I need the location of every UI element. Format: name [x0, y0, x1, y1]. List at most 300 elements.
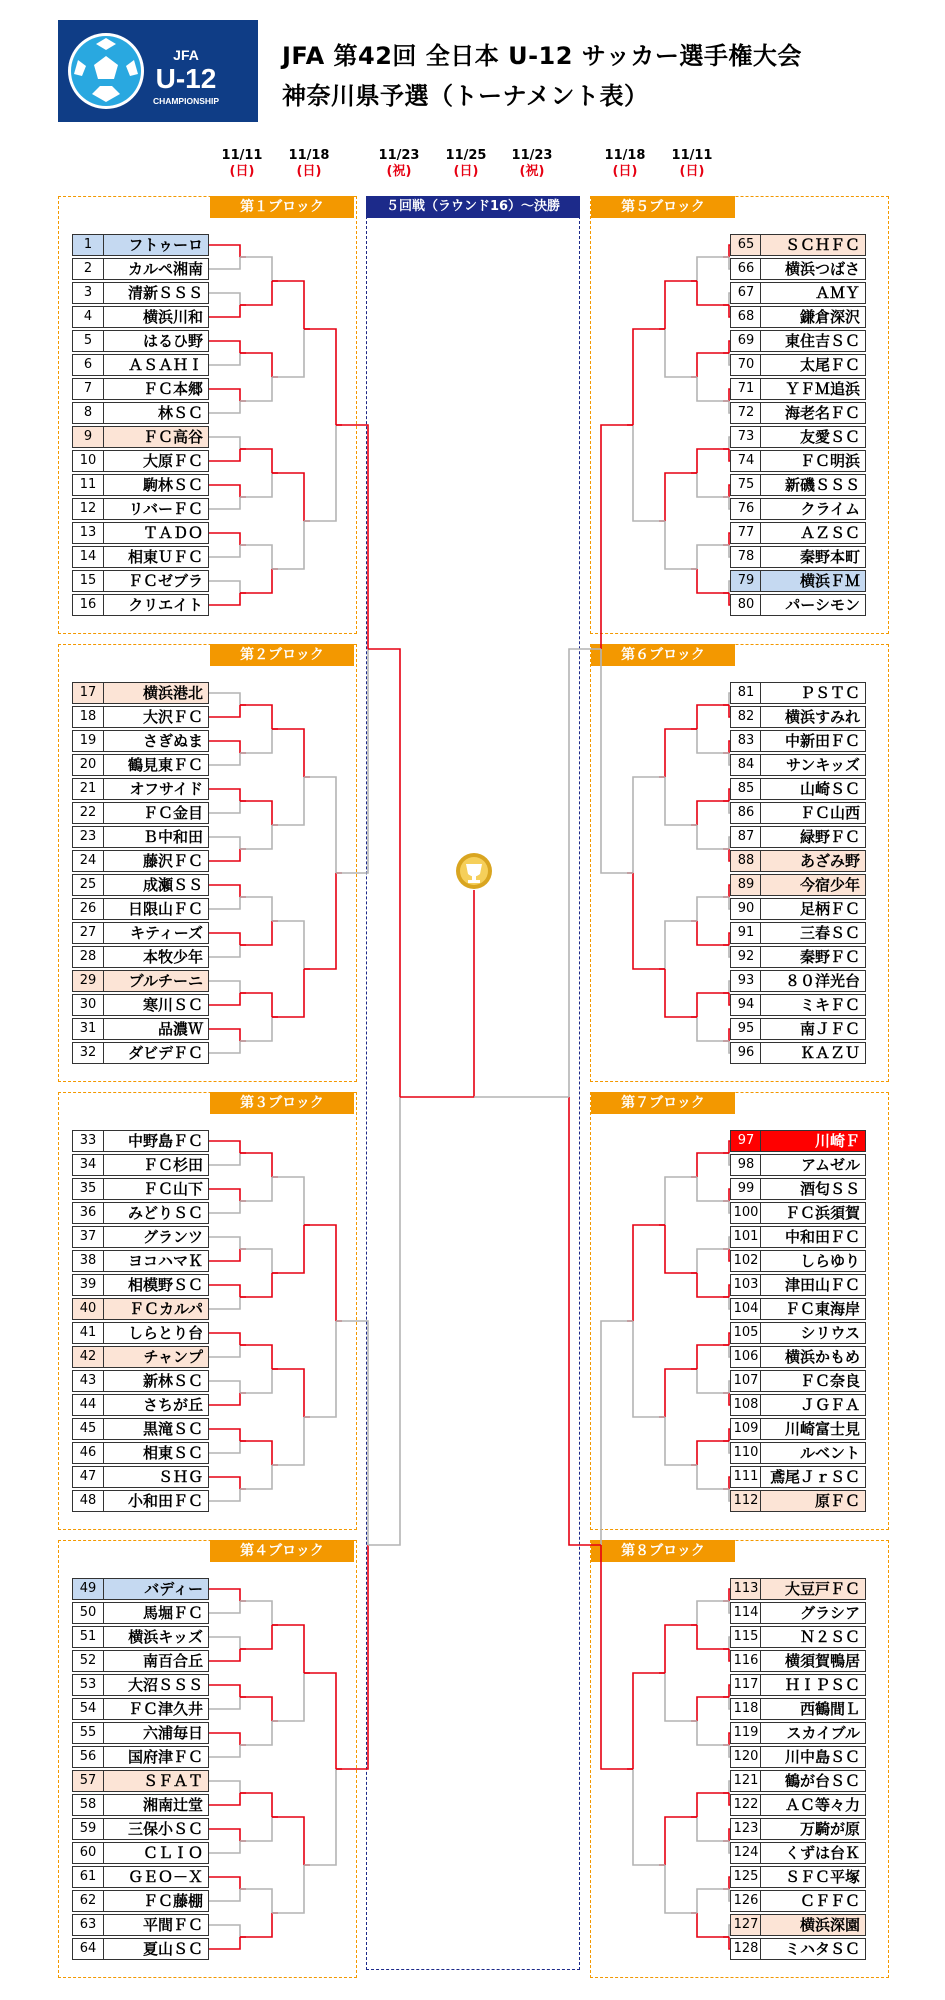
team-number: 16	[72, 594, 104, 616]
bracket-line	[336, 1321, 368, 1545]
bracket-line	[665, 777, 697, 825]
team-name: 大原ＦＣ	[103, 450, 209, 472]
team-name: 横浜深園	[760, 1914, 866, 1936]
block-title: 第４ブロック	[210, 1540, 354, 1562]
team-number: 119	[730, 1722, 762, 1744]
bracket-line	[209, 1829, 240, 1841]
bracket-line	[569, 1097, 601, 1545]
team-number: 90	[730, 898, 762, 920]
weekday-text: (日)	[679, 164, 705, 179]
bracket-line	[665, 1673, 697, 1721]
team-name: 川中島ＳＣ	[760, 1746, 866, 1768]
team-name: 鶴見東ＦＣ	[103, 754, 209, 776]
team-name: 清新ＳＳＳ	[103, 282, 209, 304]
bracket-line	[209, 1153, 240, 1165]
team-number: 45	[72, 1418, 104, 1440]
team-number: 3	[72, 282, 104, 304]
team-name: ダビデＦＣ	[103, 1042, 209, 1064]
logo-championship: CHAMPIONSHIP	[152, 96, 220, 106]
bracket-line	[697, 1817, 729, 1841]
bracket-line	[209, 1429, 240, 1441]
bracket-line	[697, 897, 729, 921]
team-name: 国府津ＦＣ	[103, 1746, 209, 1768]
team-name: 酒匂ＳＳ	[760, 1178, 866, 1200]
team-number: 12	[72, 498, 104, 520]
weekday-text: (日)	[229, 164, 255, 179]
team-name: ＦＣ明浜	[760, 450, 866, 472]
team-name: ＳＦＣ平塚	[760, 1866, 866, 1888]
team-name: 津田山ＦＣ	[760, 1274, 866, 1296]
bracket-line	[209, 693, 240, 705]
bracket-line	[665, 329, 697, 377]
team-name: 中新田ＦＣ	[760, 730, 866, 752]
bracket-line	[240, 1465, 272, 1489]
team-number: 57	[72, 1770, 104, 1792]
team-number: 106	[730, 1346, 762, 1368]
bracket-line	[697, 545, 729, 569]
team-name: 横浜すみれ	[760, 706, 866, 728]
bracket-line	[633, 329, 665, 425]
team-name: シリウス	[760, 1322, 866, 1344]
bracket-line	[272, 473, 304, 521]
team-name: グランツ	[103, 1226, 209, 1248]
bracket-line	[209, 885, 240, 897]
team-number: 115	[730, 1626, 762, 1648]
team-number: 111	[730, 1466, 762, 1488]
team-number: 96	[730, 1042, 762, 1064]
bracket-line	[272, 729, 304, 777]
team-name: ＡＺＳＣ	[760, 522, 866, 544]
bracket-line	[209, 1745, 240, 1757]
bracket-line	[209, 801, 240, 813]
team-number: 104	[730, 1298, 762, 1320]
team-number: 34	[72, 1154, 104, 1176]
bracket-line	[240, 1697, 272, 1721]
team-number: 105	[730, 1322, 762, 1344]
bracket-line	[209, 1889, 240, 1901]
team-name: ＦＣ山下	[103, 1178, 209, 1200]
block-title: 第６ブロック	[591, 644, 735, 666]
team-number: 29	[72, 970, 104, 992]
team-number: 64	[72, 1938, 104, 1960]
team-number: 38	[72, 1250, 104, 1272]
bracket-line	[569, 649, 601, 1097]
bracket-line	[209, 789, 240, 801]
bracket-line	[697, 1793, 729, 1817]
team-name: さぎぬま	[103, 730, 209, 752]
bracket-line	[240, 257, 272, 281]
team-name: ＨＩＰＳＣ	[760, 1674, 866, 1696]
team-number: 78	[730, 546, 762, 568]
team-name: 友愛ＳＣ	[760, 426, 866, 448]
date-text: 11/23	[378, 148, 420, 163]
team-number: 114	[730, 1602, 762, 1624]
team-name: ＦＣ藤棚	[103, 1890, 209, 1912]
team-name: 鶴が台ＳＣ	[760, 1770, 866, 1792]
team-name: ＦＣ杉田	[103, 1154, 209, 1176]
bracket-line	[368, 1097, 400, 1545]
team-name: 川崎Ｆ	[760, 1130, 866, 1152]
bracket-line	[665, 729, 697, 777]
team-name: 横浜かもめ	[760, 1346, 866, 1368]
block-title: 第１ブロック	[210, 196, 354, 218]
team-name: 中和田ＦＣ	[760, 1226, 866, 1248]
team-number: 123	[730, 1818, 762, 1840]
team-number: 51	[72, 1626, 104, 1648]
bracket-line	[209, 305, 240, 317]
team-name: ＳＨＧ	[103, 1466, 209, 1488]
team-name: ＦＣ金目	[103, 802, 209, 824]
weekday-text: (日)	[453, 164, 479, 179]
team-number: 49	[72, 1578, 104, 1600]
team-name: ＴＡＤＯ	[103, 522, 209, 544]
team-name: 鎌倉深沢	[760, 306, 866, 328]
bracket-line	[209, 753, 240, 765]
team-name: ブルチーニ	[103, 970, 209, 992]
team-name: 三春ＳＣ	[760, 922, 866, 944]
team-name: 馬堀ＦＣ	[103, 1602, 209, 1624]
team-name: 西鶴間Ｌ	[760, 1698, 866, 1720]
logo-jfa: JFA	[173, 47, 199, 63]
bracket-line	[209, 293, 240, 305]
team-name: スカイブル	[760, 1722, 866, 1744]
team-number: 100	[730, 1202, 762, 1224]
bracket-line	[209, 1441, 240, 1453]
bracket-line	[272, 521, 304, 569]
team-number: 97	[730, 1130, 762, 1152]
team-name: はるひ野	[103, 330, 209, 352]
team-name: 横浜ＦＭ	[760, 570, 866, 592]
date-text: 11/25	[445, 148, 487, 163]
bracket-line	[697, 1017, 729, 1041]
team-number: 75	[730, 474, 762, 496]
bracket-line	[697, 1697, 729, 1721]
bracket-line	[209, 1041, 240, 1053]
team-number: 54	[72, 1698, 104, 1720]
team-number: 40	[72, 1298, 104, 1320]
team-name: キティーズ	[103, 922, 209, 944]
date-text: 11/11	[671, 148, 713, 163]
team-name: オフサイド	[103, 778, 209, 800]
team-name: 駒林ＳＣ	[103, 474, 209, 496]
weekday-text: (祝)	[519, 164, 545, 179]
bracket-line	[304, 1673, 336, 1769]
bracket-line	[336, 649, 368, 873]
bracket-line	[240, 377, 272, 401]
bracket-line	[272, 329, 304, 377]
team-number: 82	[730, 706, 762, 728]
team-number: 70	[730, 354, 762, 376]
bracket-line	[209, 389, 240, 401]
team-number: 39	[72, 1274, 104, 1296]
team-name: リバーＦＣ	[103, 498, 209, 520]
bracket-line	[240, 1345, 272, 1369]
team-number: 117	[730, 1674, 762, 1696]
bracket-line	[209, 837, 240, 849]
bracket-line	[272, 1225, 304, 1273]
bracket-line	[697, 921, 729, 945]
bracket-line	[209, 705, 240, 717]
team-name: サンキッズ	[760, 754, 866, 776]
team-number: 14	[72, 546, 104, 568]
date-text: 11/18	[604, 148, 646, 163]
bracket-line	[240, 449, 272, 473]
team-number: 20	[72, 754, 104, 776]
bracket-line	[240, 705, 272, 729]
team-name: 横浜つばさ	[760, 258, 866, 280]
bracket-line	[665, 281, 697, 329]
team-name: 品濃Ｗ	[103, 1018, 209, 1040]
bracket-line	[209, 1141, 240, 1153]
team-name: ＣＬＩＯ	[103, 1842, 209, 1864]
bracket-line	[209, 1793, 240, 1805]
team-name: しらゆり	[760, 1250, 866, 1272]
bracket-line	[697, 705, 729, 729]
team-name: パーシモン	[760, 594, 866, 616]
team-number: 68	[730, 306, 762, 328]
bracket-line	[240, 1177, 272, 1201]
bracket-line	[209, 341, 240, 353]
bracket-line	[665, 521, 697, 569]
team-number: 25	[72, 874, 104, 896]
bracket-line	[209, 849, 240, 861]
bracket-line	[240, 1793, 272, 1817]
block-title: 第８ブロック	[591, 1540, 735, 1562]
team-name: ＦＣカルパ	[103, 1298, 209, 1320]
team-name: 成瀬ＳＳ	[103, 874, 209, 896]
trophy-icon	[455, 852, 493, 890]
team-name: ヨコハマＫ	[103, 1250, 209, 1272]
bracket-line	[633, 1673, 665, 1769]
team-name: さちが丘	[103, 1394, 209, 1416]
team-number: 81	[730, 682, 762, 704]
bracket-line	[665, 1817, 697, 1865]
team-number: 52	[72, 1650, 104, 1672]
team-name: ＦＣ山西	[760, 802, 866, 824]
team-name: ＦＣ浜須賀	[760, 1202, 866, 1224]
weekday-text: (祝)	[386, 164, 412, 179]
team-number: 63	[72, 1914, 104, 1936]
bracket-line	[665, 1225, 697, 1273]
bracket-line	[697, 257, 729, 281]
bracket-line	[304, 425, 336, 521]
date-text: 11/23	[511, 148, 553, 163]
team-number: 56	[72, 1746, 104, 1768]
team-number: 46	[72, 1442, 104, 1464]
team-name: 足柄ＦＣ	[760, 898, 866, 920]
bracket-line	[240, 353, 272, 377]
team-name: 南ＪＦＣ	[760, 1018, 866, 1040]
team-number: 1	[72, 234, 104, 256]
bracket-line	[272, 1177, 304, 1225]
bracket-line	[697, 449, 729, 473]
team-name: ＡＳＡＨＩ	[103, 354, 209, 376]
bracket-line	[209, 545, 240, 557]
team-name: 東住吉ＳＣ	[760, 330, 866, 352]
bracket-line	[240, 545, 272, 569]
bracket-line	[697, 353, 729, 377]
team-name: フトゥーロ	[103, 234, 209, 256]
bracket-line	[272, 1673, 304, 1721]
team-number: 30	[72, 994, 104, 1016]
team-name: ＦＣ東海岸	[760, 1298, 866, 1320]
team-name: 相東ＵＦＣ	[103, 546, 209, 568]
bracket-line	[697, 1465, 729, 1489]
block-title: 第２ブロック	[210, 644, 354, 666]
team-number: 83	[730, 730, 762, 752]
team-name: 大沼ＳＳＳ	[103, 1674, 209, 1696]
bracket-line	[633, 777, 665, 873]
bracket-line	[697, 1601, 729, 1625]
bracket-line	[665, 1417, 697, 1465]
bracket-line	[665, 473, 697, 521]
team-number: 95	[730, 1018, 762, 1040]
bracket-line	[209, 1685, 240, 1697]
team-name: 大沢ＦＣ	[103, 706, 209, 728]
bracket-line	[697, 1273, 729, 1297]
bracket-line	[209, 945, 240, 957]
bracket-line	[209, 897, 240, 909]
team-name: 藤沢ＦＣ	[103, 850, 209, 872]
team-name: 川崎富士見	[760, 1418, 866, 1440]
bracket-line	[209, 485, 240, 497]
bracket-line	[272, 1817, 304, 1865]
team-number: 35	[72, 1178, 104, 1200]
team-name: ＧＥＯ－Ｘ	[103, 1866, 209, 1888]
bracket-line	[209, 1189, 240, 1201]
team-name: バディー	[103, 1578, 209, 1600]
bracket-line	[633, 425, 665, 521]
team-number: 91	[730, 922, 762, 944]
team-name: 今宿少年	[760, 874, 866, 896]
bracket-line	[209, 1589, 240, 1601]
team-number: 19	[72, 730, 104, 752]
team-name: ＣＦＦＣ	[760, 1890, 866, 1912]
team-name: ルベント	[760, 1442, 866, 1464]
team-name: 本牧少年	[103, 946, 209, 968]
team-name: 秦野ＦＣ	[760, 946, 866, 968]
team-number: 62	[72, 1890, 104, 1912]
team-number: 128	[730, 1938, 762, 1960]
team-name: 三保小ＳＣ	[103, 1818, 209, 1840]
bracket-line	[336, 425, 368, 649]
bracket-line	[240, 1153, 272, 1177]
team-name: ミキＦＣ	[760, 994, 866, 1016]
team-number: 69	[730, 330, 762, 352]
bracket-line	[209, 1393, 240, 1405]
team-number: 121	[730, 1770, 762, 1792]
bracket-line	[240, 1601, 272, 1625]
bracket-line	[272, 921, 304, 969]
team-number: 124	[730, 1842, 762, 1864]
bracket-line	[209, 981, 240, 993]
team-number: 88	[730, 850, 762, 872]
bracket-line	[240, 921, 272, 945]
team-name: 海老名ＦＣ	[760, 402, 866, 424]
team-name: ミハタＳＣ	[760, 1938, 866, 1960]
date-text: 11/11	[221, 148, 263, 163]
team-name: Ｂ中和田	[103, 826, 209, 848]
bracket-line	[240, 1817, 272, 1841]
bracket-line	[697, 801, 729, 825]
team-name: 六浦毎日	[103, 1722, 209, 1744]
bracket-line	[209, 449, 240, 461]
team-name: 横浜港北	[103, 682, 209, 704]
bracket-line	[601, 425, 633, 649]
team-number: 73	[730, 426, 762, 448]
team-name: 平間ＦＣ	[103, 1914, 209, 1936]
bracket-line	[633, 1769, 665, 1865]
team-name: 横須賀鴨居	[760, 1650, 866, 1672]
team-name: 万騎が原	[760, 1818, 866, 1840]
team-name: グラシア	[760, 1602, 866, 1624]
team-name: ＪＧＦＡ	[760, 1394, 866, 1416]
bracket-line	[601, 1321, 633, 1545]
bracket-line	[209, 1781, 240, 1793]
team-number: 102	[730, 1250, 762, 1272]
team-number: 18	[72, 706, 104, 728]
team-number: 103	[730, 1274, 762, 1296]
bracket-line	[209, 993, 240, 1005]
bracket-line	[209, 1601, 240, 1613]
team-number: 99	[730, 1178, 762, 1200]
bracket-line	[209, 1841, 240, 1853]
bracket-line	[240, 1913, 272, 1937]
team-number: 72	[730, 402, 762, 424]
team-name: 中野島ＦＣ	[103, 1130, 209, 1152]
team-number: 48	[72, 1490, 104, 1512]
bracket-line	[209, 353, 240, 365]
bracket-line	[209, 1285, 240, 1297]
team-number: 125	[730, 1866, 762, 1888]
team-number: 66	[730, 258, 762, 280]
block-title: 第７ブロック	[591, 1092, 735, 1114]
team-number: 98	[730, 1154, 762, 1176]
team-number: 116	[730, 1650, 762, 1672]
team-number: 86	[730, 802, 762, 824]
bracket-line	[240, 473, 272, 497]
team-number: 80	[730, 594, 762, 616]
team-name: クライム	[760, 498, 866, 520]
team-name: 日限山ＦＣ	[103, 898, 209, 920]
team-number: 36	[72, 1202, 104, 1224]
bracket-line	[209, 1237, 240, 1249]
team-number: 6	[72, 354, 104, 376]
team-name: 夏山ＳＣ	[103, 1938, 209, 1960]
block-title: 第３ブロック	[210, 1092, 354, 1114]
bracket-line	[304, 777, 336, 873]
bracket-line	[697, 825, 729, 849]
bracket-line	[209, 1297, 240, 1309]
bracket-line	[209, 533, 240, 545]
team-name: ＡＭＹ	[760, 282, 866, 304]
team-number: 120	[730, 1746, 762, 1768]
bracket-line	[368, 649, 400, 1097]
final-round-title: ５回戦（ラウンド16）〜決勝	[366, 196, 580, 218]
team-name: ８０洋光台	[760, 970, 866, 992]
page-title-line2: 神奈川県予選（トーナメント表）	[282, 82, 649, 110]
bracket-line	[304, 1321, 336, 1417]
team-name: ＦＣ津久井	[103, 1698, 209, 1720]
bracket-line	[209, 1249, 240, 1261]
team-name: ＦＣ本郷	[103, 378, 209, 400]
team-name: ＫＡＺＵ	[760, 1042, 866, 1064]
bracket-line	[209, 245, 240, 257]
bracket-line	[209, 1333, 240, 1345]
bracket-line	[697, 1249, 729, 1273]
team-name: 新林ＳＣ	[103, 1370, 209, 1392]
bracket-line	[209, 1877, 240, 1889]
